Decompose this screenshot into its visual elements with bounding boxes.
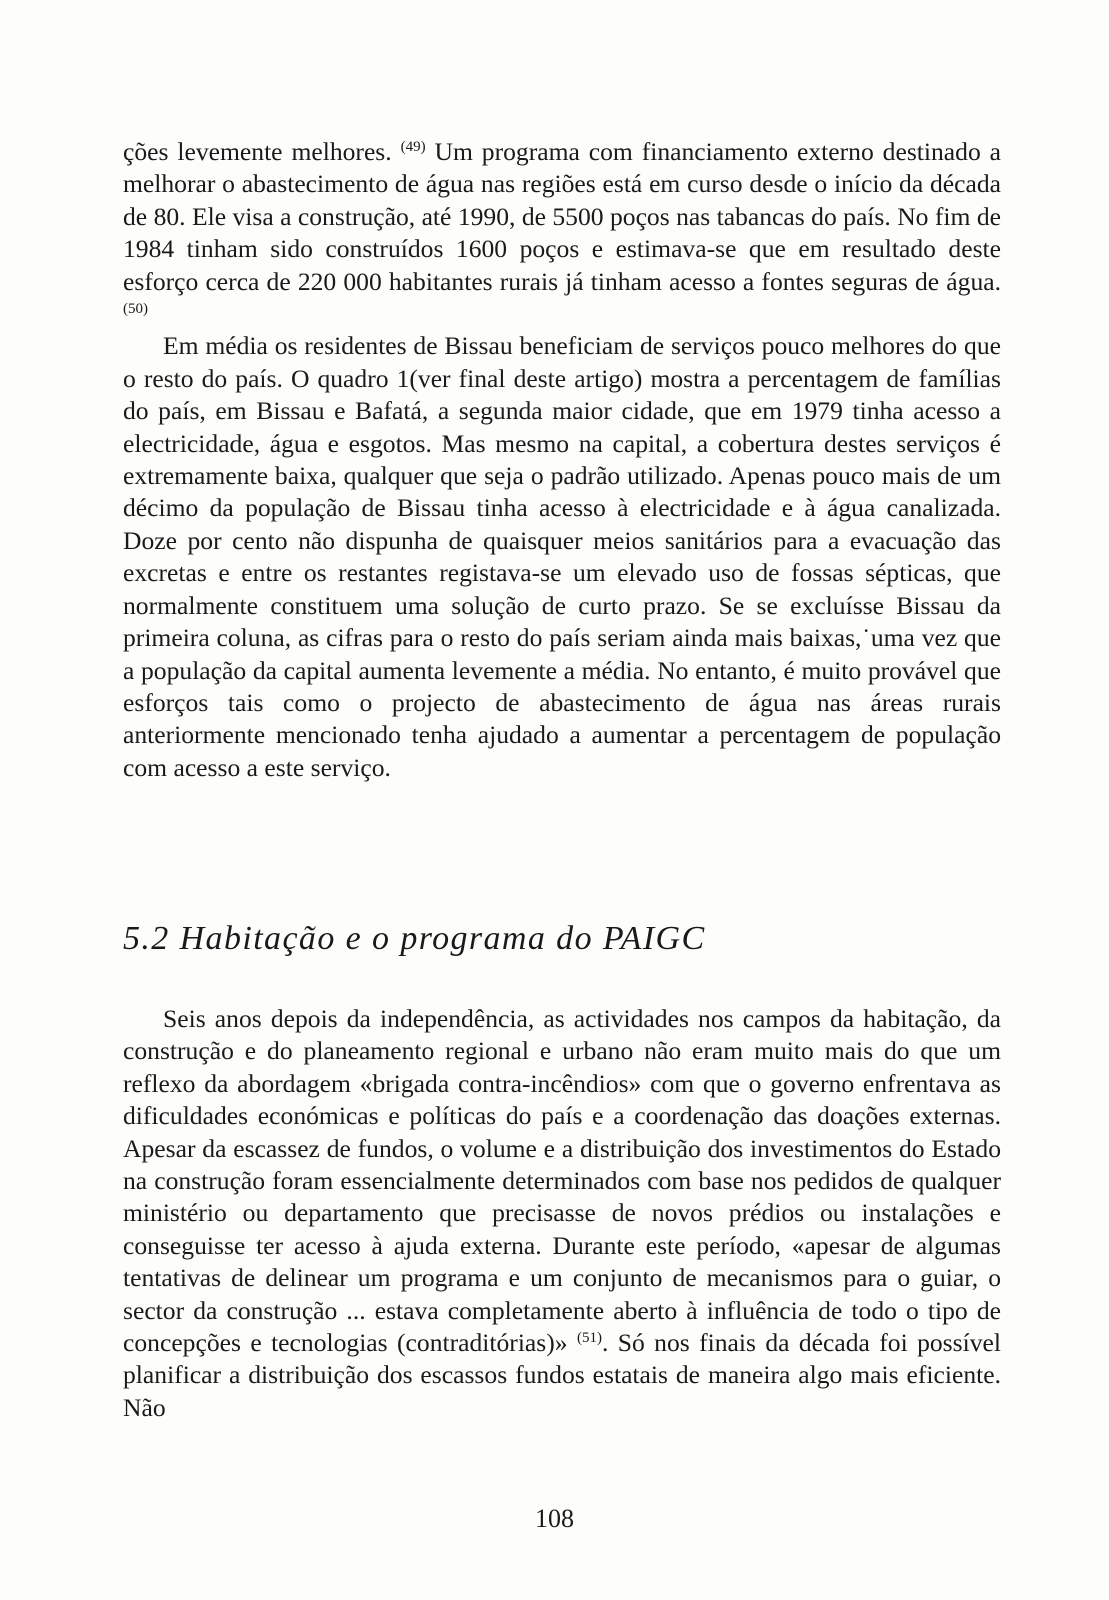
text-segment: . Só nos finais da década foi possível planificar a distribuição dos escassos fundos estatais de maneira algo mais eficiente. Não: [123, 1328, 1001, 1422]
section-heading: 5.2 Habitação e o programa do PAIGC: [123, 920, 706, 957]
body-text-bottom: [123, 1003, 1001, 1424]
page-number: 108: [535, 1504, 574, 1533]
paragraph-housing-programme: [123, 1003, 1001, 1424]
footnote-ref-50: (50): [123, 301, 148, 318]
text-segment: Seis anos depois da independência, as actividades nos campos da habitação, da construção e do planeamento regional e urbano não eram muito mais do que um reflexo da abordagem «brigada contra-incêndios» com que o governo enfrentava as dificuldades económicas e políticas do país e a coordenação das doações externas. Apesar da escassez de fundos, o volume e a distribuição dos investimentos do Estado na construção foram essencialmente determinados com base nos pedidos de qualquer ministério ou departamento que precisasse de novos prédios ou instalações e conseguisse ter acesso à ajuda externa. Durante este período, «apesar de algumas tentativas de delinear um programa e um conjunto de mecanismos para o guiar, o sector da construção ... estava completamente aberto à influência de todo o tipo de concepções e tecnologias (contraditórias)»: [123, 1004, 1001, 1358]
footnote-ref-51: (51): [576, 1330, 602, 1347]
footnote-ref-49: (49): [400, 139, 426, 155]
text-segment: ções levemente melhores.: [123, 137, 401, 166]
text-segment: Em média os residentes de Bissau beneficiam de serviços pouco melhores do que o resto do país. O quadro 1(ver final deste artigo) mostra a percentagem de famílias do país, em Bissau e Bafatá, a segunda maior cidade, que em 1979 tinha acesso a electricidade, água e esgotos. Mas mesmo na capital, a cobertura destes serviços é extremamente baixa, qualquer que seja o padrão utilizado. Apenas pouco mais de um décimo da população de Bissau tinha acesso à electricidade e à água canalizada. Doze por cento não dispunha de quaisquer meios sanitários para a evacuação das excretas e entre os restantes registava-se um elevado uso de fossas sépticas, que normalmente constituem uma solução de curto prazo. Se se excluísse Bissau da primeira coluna, as cifras para o resto do país seriam ainda mais baixas,˙uma vez que a população da capital aumenta levemente a média. No entanto, é muito provável que esforços tais como o projecto de abastecimento de água nas áreas rurais anteriormente mencionado tenha ajudado a aumentar a percentagem de população com acesso a este serviço.: [123, 331, 1001, 782]
paragraph-bissau-services: [123, 330, 1001, 784]
body-text-top: [123, 136, 1001, 784]
text-segment: Um programa com financiamento externo destinado a melhorar o abastecimento de água nas regiões está em curso desde o início da década de 80. Ele visa a construção, até 1990, de 5500 poços nas tabancas do país. No fim de 1984 tinham sido construídos 1600 poços e estimava-se que em resultado deste esforço cerca de 220 000 habitantes rurais já tinham acesso a fontes seguras de água.: [123, 137, 1002, 296]
paragraph-water-programme: [123, 136, 1001, 330]
